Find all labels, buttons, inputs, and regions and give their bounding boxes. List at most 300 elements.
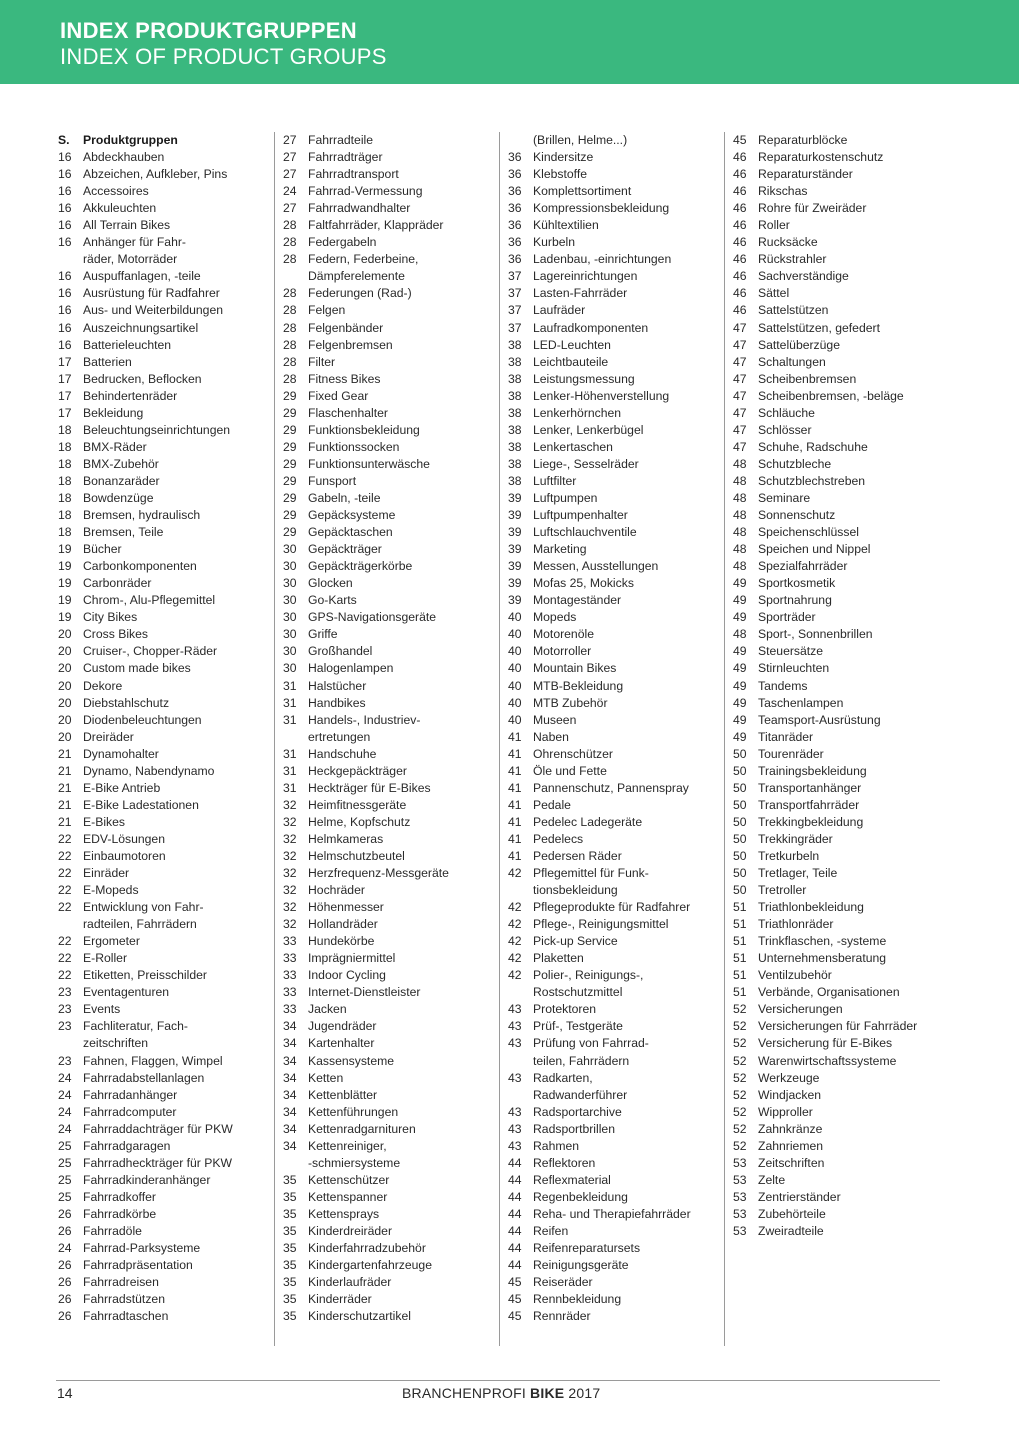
index-entry (283, 1018, 483, 1035)
index-entry (733, 882, 933, 899)
index-entry (733, 1189, 933, 1206)
entry-label: Rohre für Zweiräder (758, 201, 867, 216)
entry-page: 52 (733, 1053, 747, 1068)
entry-label: Luftfilter (533, 473, 577, 488)
index-entry (58, 251, 258, 268)
entry-label: Handbikes (308, 695, 366, 710)
index-entry (283, 371, 483, 388)
entry-label: ertretungen (308, 729, 371, 744)
index-entry (58, 1155, 258, 1172)
entry-page: 34 (283, 1138, 297, 1153)
entry-label: Ventilzubehör (758, 968, 832, 983)
entry-label: Rikschas (758, 184, 808, 199)
entry-page: 21 (58, 797, 72, 812)
entry-page: 35 (283, 1309, 297, 1324)
entry-label: Versicherungen für Fahrräder (758, 1019, 918, 1034)
index-entry (733, 320, 933, 337)
entry-label: Imprägniermittel (308, 951, 396, 966)
entry-label: Halstücher (308, 678, 367, 693)
entry-page: 42 (508, 866, 522, 881)
entry-page: 23 (58, 1002, 72, 1017)
index-entry (58, 456, 258, 473)
index-entry (508, 899, 708, 916)
entry-label: radteilen, Fahrrädern (83, 917, 197, 932)
entry-page: 16 (58, 320, 72, 335)
index-entry (58, 149, 258, 166)
index-entry (508, 712, 708, 729)
entry-label: Bücher (83, 542, 122, 557)
entry-page: 24 (58, 1104, 72, 1119)
entry-page: 27 (283, 201, 297, 216)
index-entry (508, 1001, 708, 1018)
entry-label: Fahrradwandhalter (308, 201, 411, 216)
index-entry (58, 1104, 258, 1121)
index-entry (58, 643, 258, 660)
entry-page: 22 (58, 866, 72, 881)
column-divider (724, 132, 725, 1346)
entry-page: 45 (733, 133, 747, 147)
entry-page: 29 (283, 439, 297, 454)
entry-label: Schutzbleche (758, 456, 832, 471)
index-entry (733, 1053, 933, 1070)
header-banner (0, 0, 1019, 84)
entry-label: Felgenbremsen (308, 337, 393, 352)
entry-label: Kinderfahrradzubehör (308, 1241, 426, 1256)
index-entry (283, 473, 483, 490)
entry-page: 47 (733, 405, 747, 420)
entry-page: 28 (283, 337, 297, 352)
index-entry (733, 746, 933, 763)
entry-label: E-Roller (83, 951, 128, 966)
index-entry (283, 814, 483, 831)
index-entry (733, 200, 933, 217)
entry-label: Zweiradteile (758, 1224, 824, 1238)
entry-page: 34 (283, 1087, 297, 1102)
entry-page: 38 (508, 388, 522, 403)
entry-page: 42 (508, 968, 522, 983)
entry-page: 32 (283, 797, 297, 812)
entry-label: Museen (533, 712, 577, 727)
entry-page: 28 (283, 235, 297, 250)
entry-label: Pedersen Räder (533, 848, 622, 863)
index-entry (733, 285, 933, 302)
index-entry (283, 456, 483, 473)
entry-page: 18 (58, 490, 72, 505)
index-entry (283, 234, 483, 251)
entry-label: Speichen und Nippel (758, 542, 871, 557)
index-entry (58, 1018, 258, 1035)
entry-page: 17 (58, 388, 72, 403)
index-entry (733, 984, 933, 1001)
entry-page: 35 (283, 1241, 297, 1256)
index-entry (283, 712, 483, 729)
index-entry (283, 1070, 483, 1087)
index-entry (733, 405, 933, 422)
entry-page: 40 (508, 678, 522, 693)
entry-label: Kühltextilien (533, 218, 599, 233)
index-entry (58, 1035, 258, 1052)
entry-label: Messen, Ausstellungen (533, 559, 659, 574)
index-entry (508, 797, 708, 814)
entry-label: Heckgepäckträger (308, 763, 407, 778)
index-entry (58, 678, 258, 695)
entry-label: Mountain Bikes (533, 661, 617, 676)
entry-page: 41 (508, 814, 522, 829)
entry-label: Rahmen (533, 1138, 580, 1153)
entry-label: Fahrraddachträger für PKW (83, 1121, 233, 1136)
index-entry (58, 234, 258, 251)
index-entry (508, 507, 708, 524)
index-entry (508, 285, 708, 302)
entry-label: E-Bikes (83, 814, 125, 829)
entry-label: Tretroller (758, 883, 807, 898)
index-entry (508, 217, 708, 234)
index-entry (733, 234, 933, 251)
index-header-row (58, 132, 258, 149)
index-entry (508, 405, 708, 422)
index-entry (508, 592, 708, 609)
entry-label: Versicherung für E-Bikes (758, 1036, 893, 1051)
entry-page: 41 (508, 831, 522, 846)
entry-label: Sonnenschutz (758, 508, 836, 523)
index-entry (283, 302, 483, 319)
entry-label: Helme, Kopfschutz (308, 814, 411, 829)
index-entry (283, 1053, 483, 1070)
entry-label: Herzfrequenz-Messgeräte (308, 866, 449, 881)
index-entry (733, 354, 933, 371)
entry-label: Schlösser (758, 422, 812, 437)
entry-page: 50 (733, 831, 747, 846)
entry-page: 26 (58, 1275, 72, 1290)
entry-page: 39 (508, 508, 522, 523)
entry-label: Sportnahrung (758, 593, 832, 608)
index-entry (508, 1223, 708, 1240)
entry-label: Kompressionsbekleidung (533, 201, 670, 216)
index-entry (733, 967, 933, 984)
index-entry (733, 422, 933, 439)
column-divider (274, 132, 275, 1346)
entry-label: Roller (758, 218, 790, 233)
entry-label: Akkuleuchten (83, 201, 157, 216)
index-entry (58, 285, 258, 302)
index-entry (58, 388, 258, 405)
index-entry (58, 695, 258, 712)
index-entry (508, 422, 708, 439)
index-column-3 (508, 132, 708, 1325)
index-entry (58, 558, 258, 575)
entry-label: Luftpumpenhalter (533, 508, 628, 523)
entry-page: 22 (58, 951, 72, 966)
entry-label: Öle und Fette (533, 763, 607, 778)
entry-page: 37 (508, 269, 522, 284)
index-column-1 (58, 132, 258, 1325)
entry-page: 52 (733, 1121, 747, 1136)
entry-label: Radkarten, (533, 1070, 593, 1085)
entry-page: 36 (508, 235, 522, 250)
entry-page: 32 (283, 866, 297, 881)
index-entry (508, 490, 708, 507)
entry-page: 22 (58, 831, 72, 846)
entry-label: Gepäcksysteme (308, 508, 396, 523)
entry-page: 41 (508, 848, 522, 863)
entry-page: 44 (508, 1172, 522, 1187)
entry-label: Kindersitze (533, 150, 594, 165)
entry-page: 16 (58, 184, 72, 199)
entry-page: 49 (733, 593, 747, 608)
index-entry (58, 1138, 258, 1155)
index-entry (58, 1308, 258, 1325)
entry-page: 49 (733, 610, 747, 625)
index-entry (58, 439, 258, 456)
entry-label: Leichtbauteile (533, 354, 609, 369)
index-entry (58, 814, 258, 831)
entry-label: tionsbekleidung (533, 883, 618, 898)
index-entry (58, 933, 258, 950)
entry-label: Windjacken (758, 1087, 821, 1102)
index-entry (508, 1257, 708, 1274)
entry-label: Titanräder (758, 729, 814, 744)
index-entry (733, 302, 933, 319)
entry-page: 20 (58, 712, 72, 727)
index-entry (508, 831, 708, 848)
entry-page: 44 (508, 1258, 522, 1273)
entry-page: 45 (508, 1292, 522, 1307)
entry-page: 16 (58, 269, 72, 284)
entry-label: Klebstoffe (533, 167, 587, 182)
index-entry (58, 1070, 258, 1087)
index-entry (508, 984, 708, 1001)
entry-label: Zelte (758, 1172, 786, 1187)
entry-label: Sattelstützen, gefedert (758, 320, 880, 335)
index-entry (283, 1274, 483, 1291)
entry-label: Gabeln, -teile (308, 490, 381, 505)
index-entry (733, 541, 933, 558)
index-entry (283, 1240, 483, 1257)
page-title: INDEX PRODUKTGRUPPEN (60, 18, 357, 43)
entry-label: Motorenöle (533, 627, 594, 642)
entry-page: 35 (283, 1206, 297, 1221)
entry-page: 40 (508, 695, 522, 710)
entry-label: Fahrradkörbe (83, 1206, 157, 1221)
index-entry (58, 729, 258, 746)
entry-page: 21 (58, 746, 72, 761)
entry-page: 38 (508, 439, 522, 454)
index-entry (508, 916, 708, 933)
entry-page: 44 (508, 1241, 522, 1256)
index-entry (733, 1138, 933, 1155)
entry-page: 35 (283, 1189, 297, 1204)
index-entry (283, 388, 483, 405)
entry-label: Rennräder (533, 1309, 591, 1324)
entry-label: LED-Leuchten (533, 337, 611, 352)
entry-page: 28 (283, 218, 297, 233)
entry-label: Filter (308, 354, 336, 369)
entry-label: Fahrradöle (83, 1224, 142, 1238)
entry-label: Mopeds (533, 610, 577, 625)
entry-label: Fahrradtaschen (83, 1309, 169, 1324)
index-entry (283, 643, 483, 660)
entry-page: 17 (58, 354, 72, 369)
index-entry (58, 780, 258, 797)
entry-page: 31 (283, 780, 297, 795)
entry-page: 34 (283, 1036, 297, 1051)
entry-label: Diebstahlschutz (83, 695, 170, 710)
entry-page: 52 (733, 1070, 747, 1085)
entry-label: Reifen (533, 1224, 569, 1238)
entry-label: Reparaturkostenschutz (758, 150, 884, 165)
entry-label: Diodenbeleuchtungen (83, 712, 202, 727)
entry-label: Rennbekleidung (533, 1292, 622, 1307)
entry-label: Batterieleuchten (83, 337, 172, 352)
entry-label: Rückstrahler (758, 252, 827, 267)
entry-page: 40 (508, 610, 522, 625)
entry-page: 16 (58, 303, 72, 318)
index-entry (58, 1223, 258, 1240)
entry-label: Großhandel (308, 644, 373, 659)
entry-label: Pannenschutz, Pannenspray (533, 780, 689, 795)
index-entry (508, 1189, 708, 1206)
index-entry (283, 950, 483, 967)
entry-label: Lenkerhörnchen (533, 405, 622, 420)
entry-page: 18 (58, 525, 72, 540)
entry-label: Ergometer (83, 934, 140, 949)
entry-label: Fahrradabstellanlagen (83, 1070, 205, 1085)
index-entry (283, 848, 483, 865)
entry-label: Indoor Cycling (308, 968, 386, 983)
entry-page: 21 (58, 780, 72, 795)
entry-page: 48 (733, 473, 747, 488)
index-entry (508, 473, 708, 490)
index-entry (508, 1018, 708, 1035)
entry-page: 40 (508, 627, 522, 642)
entry-label: Montageständer (533, 593, 622, 608)
entry-label: Anhänger für Fahr- (83, 235, 186, 250)
index-entry (733, 575, 933, 592)
entry-page: 49 (733, 661, 747, 676)
index-entry (733, 337, 933, 354)
index-entry (283, 285, 483, 302)
entry-label: Luftschlauchventile (533, 525, 637, 540)
entry-label: Fitness Bikes (308, 371, 381, 386)
entry-page: 41 (508, 780, 522, 795)
index-entry (508, 1053, 708, 1070)
entry-label: Schuhe, Radschuhe (758, 439, 868, 454)
index-entry (508, 609, 708, 626)
index-entry (733, 1155, 933, 1172)
entry-label: Kindergartenfahrzeuge (308, 1258, 432, 1273)
entry-label: Fachliteratur, Fach- (83, 1019, 188, 1034)
entry-page: 49 (733, 678, 747, 693)
entry-label: Tretkurbeln (758, 848, 820, 863)
entry-page (508, 984, 533, 1001)
entry-page: 48 (733, 627, 747, 642)
entry-page: 49 (733, 576, 747, 591)
index-entry (283, 405, 483, 422)
page-number: 14 (57, 1385, 73, 1401)
index-entry (508, 132, 708, 149)
entry-label: Tretlager, Teile (758, 866, 838, 881)
entry-page: 47 (733, 422, 747, 437)
entry-label: Triathlonbekleidung (758, 900, 864, 915)
entry-page: 52 (733, 1002, 747, 1017)
entry-label: Kinderräder (308, 1292, 372, 1307)
entry-page: 48 (733, 490, 747, 505)
index-entry (58, 899, 258, 916)
entry-label: Polier-, Reinigungs-, (533, 968, 644, 983)
entry-label: Fahrradstützen (83, 1292, 165, 1307)
index-entry (283, 132, 483, 149)
entry-page: 32 (283, 848, 297, 863)
entry-page: 18 (58, 456, 72, 471)
index-entry (283, 609, 483, 626)
index-entry (283, 490, 483, 507)
entry-page: 28 (283, 303, 297, 318)
index-entry (58, 967, 258, 984)
entry-page (283, 268, 308, 285)
entry-label: Naben (533, 729, 569, 744)
index-entry (58, 183, 258, 200)
index-entry (508, 456, 708, 473)
entry-label: Fahrradtransport (308, 167, 399, 182)
index-entry (733, 1087, 933, 1104)
entry-page: 22 (58, 968, 72, 983)
entry-page: 50 (733, 763, 747, 778)
entry-label: Scheibenbremsen, -beläge (758, 388, 904, 403)
entry-page: 47 (733, 388, 747, 403)
entry-page: 34 (283, 1019, 297, 1034)
entry-page: 23 (58, 1019, 72, 1034)
entry-page: 46 (733, 235, 747, 250)
index-entry (283, 200, 483, 217)
entry-page: 27 (283, 150, 297, 165)
index-entry (283, 1087, 483, 1104)
index-entry (733, 712, 933, 729)
index-entry (508, 1121, 708, 1138)
entry-page: 25 (58, 1189, 72, 1204)
entry-page: 38 (508, 337, 522, 352)
entry-page: 29 (283, 388, 297, 403)
entry-label: Federn, Federbeine, (308, 252, 419, 267)
index-entry (283, 268, 483, 285)
entry-page: 48 (733, 508, 747, 523)
index-entry (283, 626, 483, 643)
index-entry (733, 831, 933, 848)
entry-label: Kettenblätter (308, 1087, 378, 1102)
index-entry (58, 1001, 258, 1018)
entry-page: 32 (283, 883, 297, 898)
index-entry (58, 950, 258, 967)
index-entry (508, 660, 708, 677)
entry-label: Sattelstützen (758, 303, 829, 318)
entry-page: 19 (58, 610, 72, 625)
entry-page: 24 (58, 1070, 72, 1085)
index-entry (283, 729, 483, 746)
entry-page: 18 (58, 473, 72, 488)
index-entry (508, 558, 708, 575)
entry-page: 45 (508, 1309, 522, 1324)
entry-label: Taschenlampen (758, 695, 844, 710)
index-entry (58, 916, 258, 933)
index-entry (58, 1206, 258, 1223)
entry-label: Heckträger für E-Bikes (308, 780, 431, 795)
entry-label: Fahnen, Flaggen, Wimpel (83, 1053, 223, 1068)
index-entry (58, 1189, 258, 1206)
entry-page (508, 1053, 533, 1070)
index-entry (733, 1104, 933, 1121)
entry-label: Lagereinrichtungen (533, 269, 638, 284)
index-entry (283, 695, 483, 712)
index-entry (283, 439, 483, 456)
